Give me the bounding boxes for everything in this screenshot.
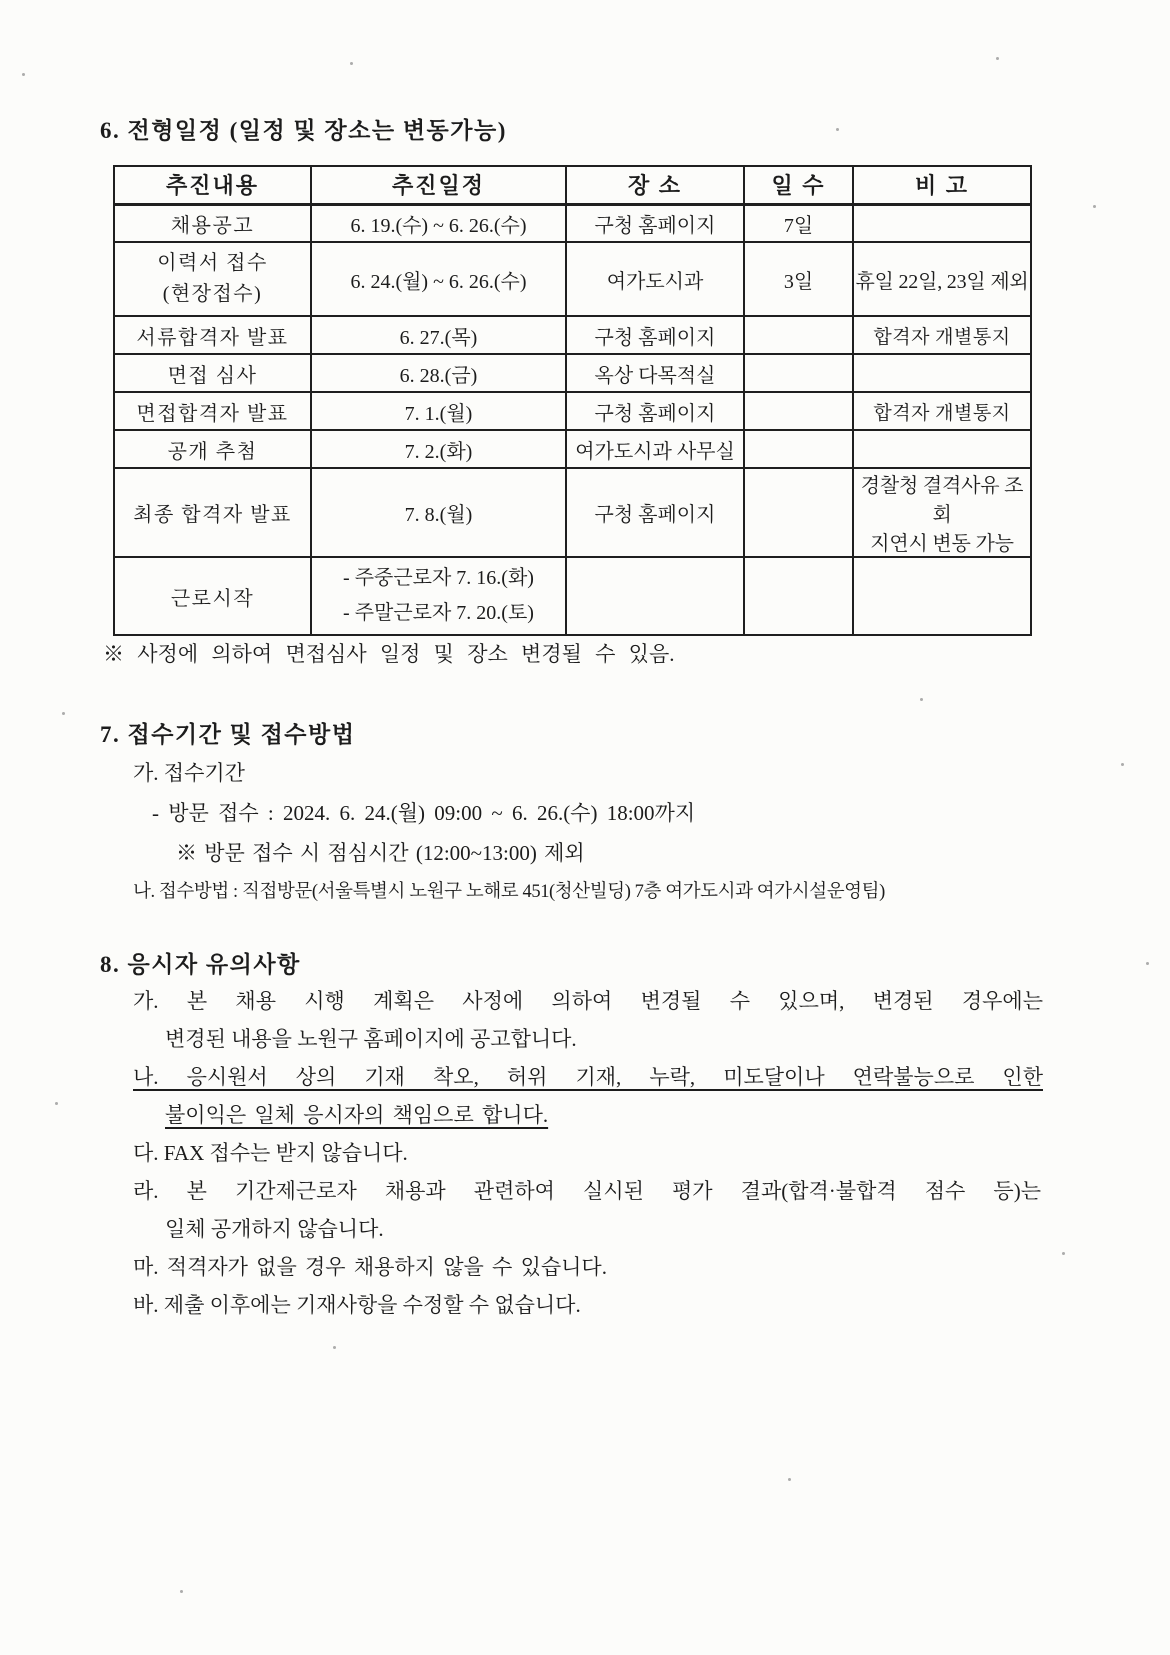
scan-speck [920, 698, 923, 701]
cell-place: 옥상 다목적실 [566, 354, 744, 392]
cell-note: 휴일 22일, 23일 제외 [853, 242, 1031, 316]
cell-note [853, 468, 1031, 557]
cell-place: 여가도시과 [566, 242, 744, 316]
cell-schedule-line: - 주말근로자 7. 20.(토) [343, 602, 534, 624]
table-row [114, 468, 1031, 557]
table-row [114, 557, 1031, 635]
scan-speck [1121, 763, 1124, 766]
cell-schedule: 6. 28.(금) [311, 354, 566, 392]
section8-item-ra-line2: 일체 공개하지 않습니다. [165, 1217, 384, 1241]
cell-note-line: 지연시 변동 가능 [870, 533, 1014, 555]
cell-days [744, 430, 853, 468]
cell-schedule [311, 557, 566, 635]
scan-speck [836, 128, 839, 131]
table-row [114, 242, 1031, 316]
section8-item-ga-line1: 가. 본 채용 시행 계획은 사정에 의하여 변경될 수 있으며, 변경된 경우에는 [133, 989, 1043, 1013]
section7-lunch-note: ※ 방문 접수 시 점심시간 (12:00~13:00) 제외 [176, 841, 585, 865]
scan-speck [1062, 1252, 1065, 1255]
table-row [114, 204, 1031, 242]
cell-note [853, 557, 1031, 635]
cell-note-line: 경찰청 결격사유 조회 [860, 475, 1024, 526]
cell-content: 면접 심사 [114, 354, 311, 392]
cell-content: 공개 추첨 [114, 430, 311, 468]
section8-item-ga-line2: 변경된 내용을 노원구 홈페이지에 공고합니다. [165, 1027, 577, 1051]
scan-speck [996, 57, 999, 60]
cell-content: 면접합격자 발표 [114, 392, 311, 430]
cell-schedule: 6. 27.(목) [311, 316, 566, 354]
scan-speck [62, 712, 65, 715]
scan-speck [55, 1102, 58, 1105]
cell-days [744, 316, 853, 354]
cell-content: 근로시작 [114, 557, 311, 635]
section8-item-ma: 마. 적격자가 없을 경우 채용하지 않을 수 있습니다. [133, 1255, 607, 1279]
scan-speck [788, 1478, 791, 1481]
cell-place: 구청 홈페이지 [566, 468, 744, 557]
table-footnote: ※ 사정에 의하여 면접심사 일정 및 장소 변경될 수 있음. [103, 642, 675, 666]
cell-content [114, 242, 311, 316]
scan-speck [180, 1590, 183, 1593]
section8-title: 8. 응시자 유의사항 [100, 952, 301, 977]
scan-speck [350, 62, 353, 65]
cell-schedule: 7. 1.(월) [311, 392, 566, 430]
table-header-row [114, 166, 1031, 204]
cell-place: 여가도시과 사무실 [566, 430, 744, 468]
cell-note [853, 430, 1031, 468]
section8-item-na-line1: 나. 응시원서 상의 기재 착오, 허위 기재, 누락, 미도달이나 연락불능으로 인한 [133, 1065, 1043, 1089]
cell-content-line: (현장접수) [162, 283, 263, 305]
scan-speck [1093, 205, 1096, 208]
section8-item-da: 다. FAX 접수는 받지 않습니다. [133, 1141, 408, 1165]
cell-schedule-line: - 주중근로자 7. 16.(화) [343, 567, 534, 589]
cell-content: 최종 합격자 발표 [114, 468, 311, 557]
section7-visit-line: - 방문 접수 : 2024. 6. 24.(월) 09:00 ~ 6. 26.(수) 18:00까지 [152, 801, 696, 825]
cell-days: 7일 [744, 204, 853, 242]
col-header-note: 비 고 [853, 166, 1031, 204]
cell-note: 합격자 개별통지 [853, 316, 1031, 354]
cell-days: 3일 [744, 242, 853, 316]
table-row [114, 392, 1031, 430]
cell-schedule: 6. 24.(월) ~ 6. 26.(수) [311, 242, 566, 316]
col-header-schedule: 추진일정 [311, 166, 566, 204]
table-row [114, 354, 1031, 392]
cell-content: 서류합격자 발표 [114, 316, 311, 354]
cell-place [566, 557, 744, 635]
cell-content: 채용공고 [114, 204, 311, 242]
section7-item-ga: 가. 접수기간 [133, 761, 245, 785]
section7-item-na: 나. 접수방법 : 직접방문(서울특별시 노원구 노해로 451(청산빌딩) 7층 여가도시과 여가시설운영팀) [133, 882, 885, 902]
scan-speck [1146, 962, 1149, 965]
table-row [114, 430, 1031, 468]
section7-title: 7. 접수기간 및 접수방법 [100, 722, 356, 747]
scan-speck [22, 73, 25, 76]
cell-content-line: 이력서 접수 [157, 252, 268, 274]
cell-days [744, 557, 853, 635]
cell-days [744, 392, 853, 430]
cell-days [744, 468, 853, 557]
cell-schedule: 6. 19.(수) ~ 6. 26.(수) [311, 204, 566, 242]
col-header-place: 장 소 [566, 166, 744, 204]
cell-place: 구청 홈페이지 [566, 204, 744, 242]
cell-schedule: 7. 2.(화) [311, 430, 566, 468]
cell-note [853, 354, 1031, 392]
cell-days [744, 354, 853, 392]
cell-place: 구청 홈페이지 [566, 392, 744, 430]
table-row [114, 316, 1031, 354]
section8-item-ra-line1: 라. 본 기간제근로자 채용과 관련하여 실시된 평가 결과(합격·불합격 점수 등)는 [133, 1179, 1041, 1203]
cell-place: 구청 홈페이지 [566, 316, 744, 354]
cell-note [853, 204, 1031, 242]
scan-speck [333, 1346, 336, 1349]
col-header-content: 추진내용 [114, 166, 311, 204]
col-header-days: 일 수 [744, 166, 853, 204]
section6-title: 6. 전형일정 (일정 및 장소는 변동가능) [100, 118, 507, 143]
section8-item-na-line2: 불이익은 일체 응시자의 책임으로 합니다. [165, 1103, 549, 1127]
cell-schedule: 7. 8.(월) [311, 468, 566, 557]
schedule-table [113, 165, 1032, 636]
cell-note: 합격자 개별통지 [853, 392, 1031, 430]
section8-item-ba: 바. 제출 이후에는 기재사항을 수정할 수 없습니다. [133, 1293, 581, 1317]
